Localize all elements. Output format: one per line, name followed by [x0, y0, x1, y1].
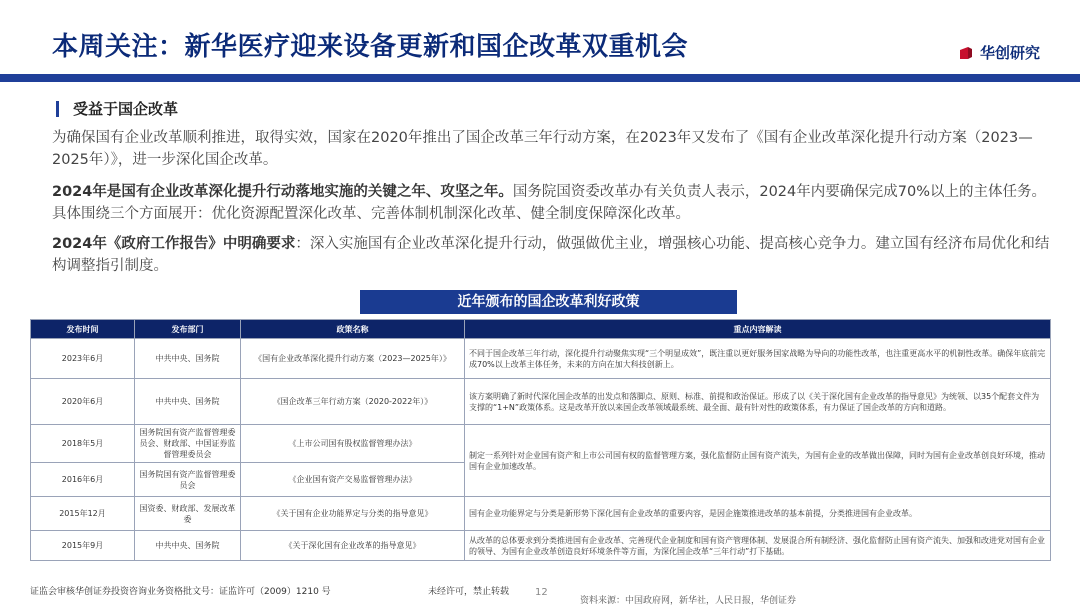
- cell-dept: 中共中央、国务院: [135, 339, 241, 379]
- table-row: [31, 425, 1051, 463]
- table-header-row: [31, 320, 1051, 339]
- table-row: [31, 379, 1051, 425]
- cell-policy: 《上市公司国有股权监督管理办法》: [241, 425, 465, 463]
- paragraph-3-highlight: 2024年《政府工作报告》中明确要求: [52, 236, 296, 252]
- cell-content: 从改革的总体要求到分类推进国有企业改革、完善现代企业制度和国有资产管理体制、发展混合所有制经济、强化监督防止国有资产流失、加强和改进党对国有企业的领导、为国有企业改革创造良好环境条件等方面，为深化国企改革“三年行动”打下基础。: [465, 531, 1051, 561]
- section-heading: [56, 98, 178, 119]
- brand-name: 华创研究: [979, 44, 1040, 62]
- cell-dept: 国资委、财政部、发展改革委: [135, 497, 241, 531]
- cell-content-merged: 制定一系列针对企业国有资产和上市公司国有权的监督管理方案，强化监督防止国有资产流失，为国有企业的改革做出保障，同时为国有企业改革创良好环境，推动国有企业加速改革。: [465, 425, 1051, 497]
- cell-time: 2018年5月: [31, 425, 135, 463]
- cell-dept: 中共中央、国务院: [135, 379, 241, 425]
- table-row: [31, 339, 1051, 379]
- cell-time: 2015年12月: [31, 497, 135, 531]
- cell-time: 2015年9月: [31, 531, 135, 561]
- table-row: [31, 531, 1051, 561]
- table-row: [31, 497, 1051, 531]
- cell-dept: 国务院国有资产监督管理委员会: [135, 463, 241, 497]
- paragraph-1: 为确保国有企业改革顺利推进，取得实效，国家在2020年推出了国企改革三年行动方案，在2023年又发布了《国有企业改革深化提升行动方案（2023—2025年）》，进一步深化国企改革。: [52, 130, 1033, 168]
- cell-time: 2016年6月: [31, 463, 135, 497]
- header-divider: [0, 74, 1080, 82]
- section-title: 受益于国企改革: [73, 100, 179, 118]
- paragraph-2-highlight: 2024年是国有企业改革深化提升行动落地实施的关键之年、攻坚之年。: [52, 184, 513, 200]
- cell-policy: 《关于深化国有企业改革的指导意见》: [241, 531, 465, 561]
- cell-content: 该方案明确了新时代深化国企改革的出发点和落脚点、原则、标准、前提和政治保证。形成了以《关于深化国有企业改革的指导意见》为统领、以35个配套文件为支撑的“1+N”政策体系。这是改革开放以来国企改革领域最系统、最全面、最有针对性的政策体系，有力保证了国企改革的方向和道路。: [465, 379, 1051, 425]
- paragraph-3: [52, 233, 1052, 277]
- section-marker: [56, 101, 59, 117]
- cell-policy: 《关于国有企业功能界定与分类的指导意见》: [241, 497, 465, 531]
- footer-license: 证监会审核华创证券投资咨询业务资格批文号：证监许可（2009）1210 号: [30, 587, 331, 597]
- header-content: 重点内容解读: [465, 320, 1051, 339]
- cell-content: 国有企业功能界定与分类是新形势下深化国有企业改革的重要内容，是因企施策推进改革的基本前提，分类推进国有企业改革。: [465, 497, 1051, 531]
- brand-logo: [958, 42, 1040, 63]
- cell-policy: 《国有企业改革深化提升行动方案（2023—2025年）》: [241, 339, 465, 379]
- header-policy: 政策名称: [241, 320, 465, 339]
- paragraph-2-text: 国务院国资委改革办有关负责人表示，2024年内要确保完成70%以上的主体任务。具体围绕三个方面展开：优化资源配置深化改革、完善体制机制深化改革、健全制度保障深化改革。: [52, 184, 1046, 222]
- cell-time: 2023年6月: [31, 339, 135, 379]
- paragraph-3-text: ：深入实施国有企业改革深化提升行动，做强做优主业，增强核心功能、提高核心竞争力。建立国有经济布局优化和结构调整指引制度。: [52, 236, 1050, 274]
- cell-content: 不同于国企改革三年行动，深化提升行动聚焦实现“三个明显成效”，既注重以更好服务国家战略为导向的功能性改革，也注重更高水平的机制性改革。确保年底前完成70%以上改革主体任务，未来的方向在加大科技创新上。: [465, 339, 1051, 379]
- page-number: 12: [535, 587, 548, 598]
- paragraph-2: [52, 181, 1052, 225]
- footer-notice: 未经许可，禁止转载: [428, 587, 510, 597]
- table-title: 近年颁布的国企改革利好政策: [360, 290, 737, 314]
- cell-policy: 《国企改革三年行动方案（2020-2022年）》: [241, 379, 465, 425]
- cell-policy: 《企业国有资产交易监督管理办法》: [241, 463, 465, 497]
- brand-logo-icon: [958, 45, 974, 61]
- header-dept: 发布部门: [135, 320, 241, 339]
- cell-time: 2020年6月: [31, 379, 135, 425]
- header-time: 发布时间: [31, 320, 135, 339]
- page-title: 本周关注：新华医疗迎来设备更新和国企改革双重机会: [52, 32, 689, 62]
- policy-table: [30, 319, 1051, 561]
- cell-dept: 中共中央、国务院: [135, 531, 241, 561]
- cell-dept: 国务院国有资产监督管理委员会、财政部、中国证券监督管理委员会: [135, 425, 241, 463]
- source-note: 资料来源：中国政府网，新华社，人民日报，华创证券: [580, 596, 797, 606]
